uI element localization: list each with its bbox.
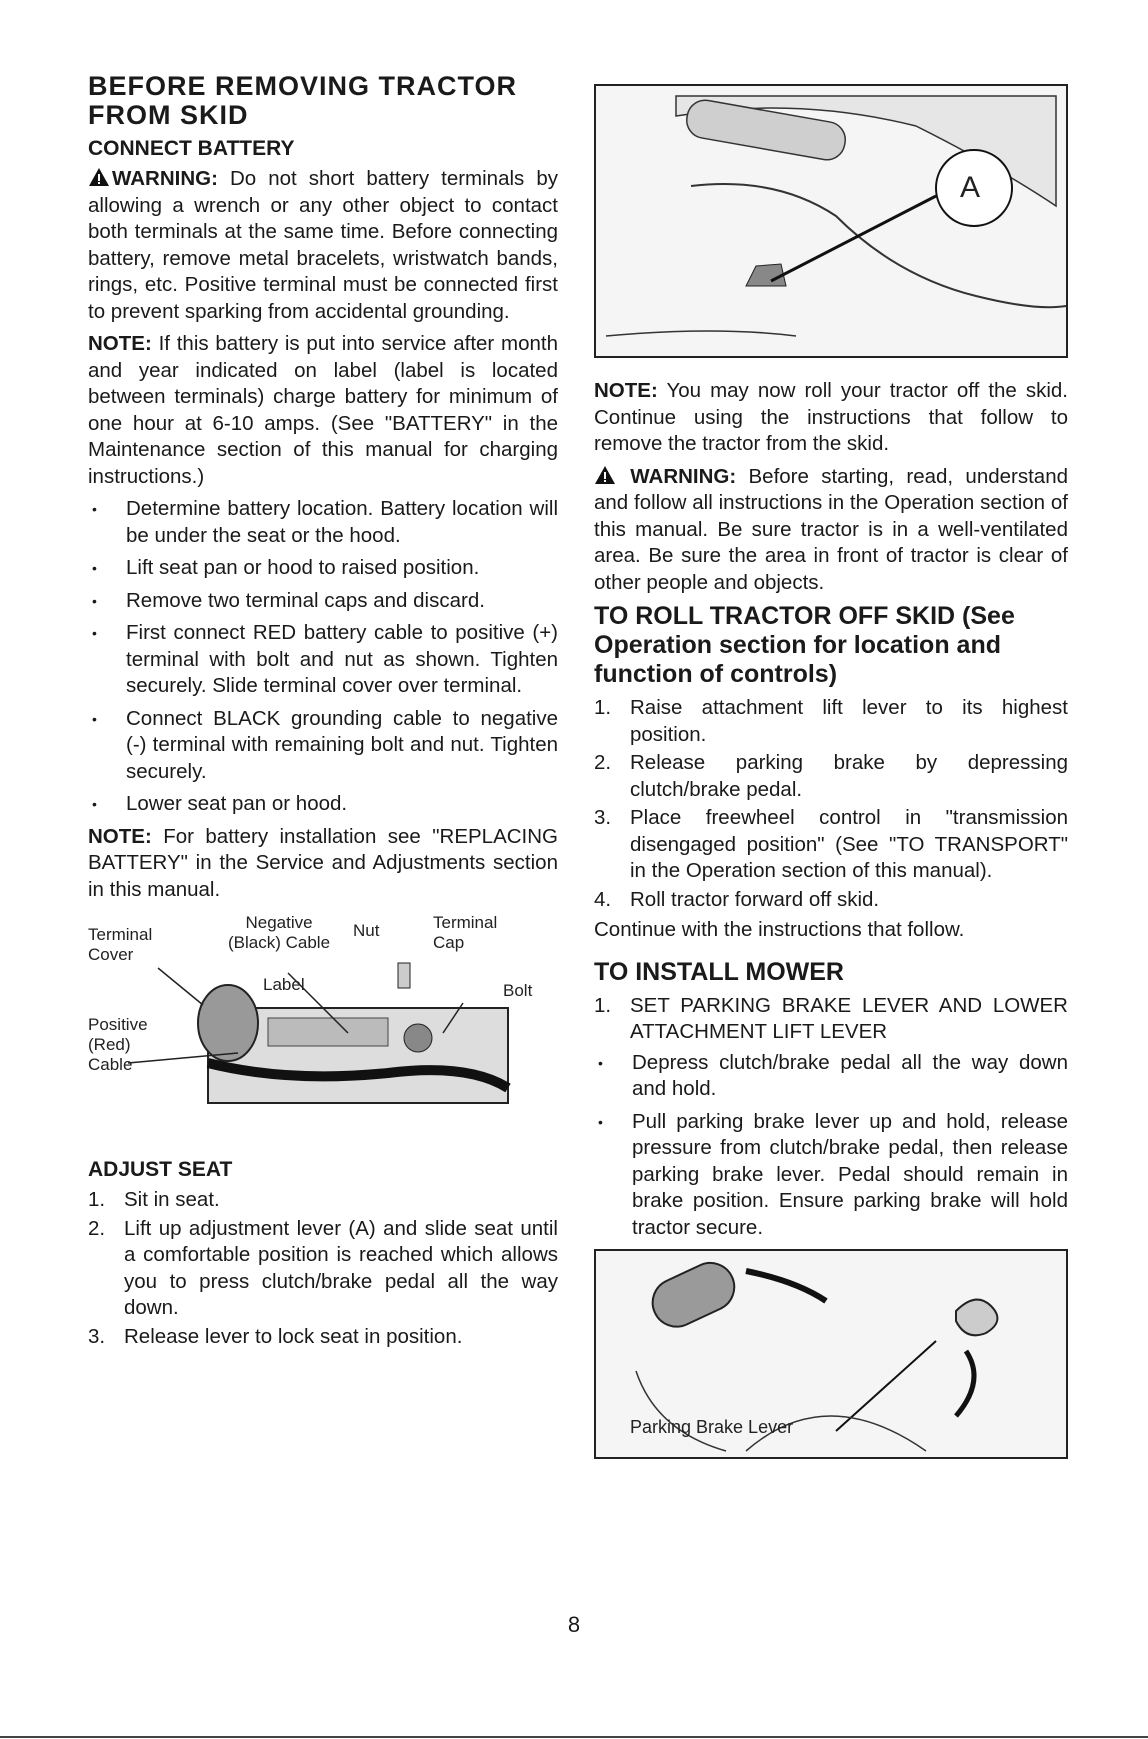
battery-steps-list xyxy=(88,496,558,818)
nut-label: Nut xyxy=(353,921,380,940)
note-label: NOTE: xyxy=(88,824,152,848)
warning-text: Do not short battery terminals by allowing a wrench or any other object to contact both terminals at the same time. Before connecting battery, remove metal bracelets, wristwatch bands, rings, etc. Positive terminal must be connected first to prevent sparking from accidental grounding. xyxy=(88,167,558,323)
list-item: 2. Lift up adjustment lever (A) and slide seat until a comfortable position is reached which allows you to press clutch/brake pedal all the way down. xyxy=(88,1216,558,1319)
seat-illustration xyxy=(596,86,1066,356)
list-item: 4. Roll tractor forward off skid. xyxy=(594,887,880,911)
left-column xyxy=(88,72,558,1354)
list-item: • Lower seat pan or hood. xyxy=(88,791,558,818)
note-label: NOTE: xyxy=(594,379,658,402)
warning-label: WARNING: xyxy=(630,464,737,488)
callout-a: A xyxy=(960,171,981,204)
note-text: You may now roll your tractor off the skid. Continue using the instructions that follow to remove the tractor from the skid. xyxy=(594,379,1068,455)
bolt-label: Bolt xyxy=(503,981,533,1000)
roll-off-steps xyxy=(594,695,1068,913)
parking-brake-figure xyxy=(594,1249,1068,1459)
positive-cable-label: Positive (Red) Cable xyxy=(88,1015,148,1074)
list-item: • Pull parking brake lever up and hold, release pressure from clutch/brake pedal, then release parking brake lever. Pedal should remain in brake position. Ensure parking brake will hold tractor secure. xyxy=(594,1109,1068,1242)
parking-brake-lever-label: Parking Brake Lever xyxy=(630,1417,794,1437)
list-item: • Connect BLACK grounding cable to negative (-) terminal with remaining bolt and nut. Tighten securely. xyxy=(88,706,558,786)
connect-battery-title: CONNECT BATTERY xyxy=(88,137,295,160)
terminal-cover-label: Terminal Cover xyxy=(88,925,153,964)
list-item: • Depress clutch/brake pedal all the way down and hold. xyxy=(594,1050,1068,1103)
adjust-seat-steps xyxy=(88,1187,558,1350)
note-text: For battery installation see "REPLACING BATTERY" in the Service and Adjustments section in this manual. xyxy=(88,824,559,901)
battery-note xyxy=(88,331,558,490)
list-item: • Determine battery location. Battery location will be under the seat or the hood. xyxy=(88,496,558,549)
list-item: 2. Release parking brake by depressing clutch/brake pedal. xyxy=(594,751,1068,801)
list-item: 1. SET PARKING BRAKE LEVER AND LOWER ATTACHMENT LIFT LEVER xyxy=(594,993,1068,1043)
page-number: 8 xyxy=(567,1612,581,1637)
terminal-cap-label: Terminal Cap xyxy=(433,913,498,952)
warning-triangle-icon xyxy=(88,167,110,187)
install-mower-title: TO INSTALL MOWER xyxy=(594,957,844,986)
skid-note xyxy=(594,378,1068,458)
install-mower-steps xyxy=(594,993,1068,1046)
warning-triangle-icon xyxy=(594,465,616,485)
list-item: • First connect RED battery cable to positive (+) terminal with bolt and nut as shown. Tighten securely. Slide terminal cover over terminal. xyxy=(88,620,558,700)
list-item: 1. Raise attachment lift lever to its highest position. xyxy=(594,696,1068,746)
list-item: 3. Release lever to lock seat in position. xyxy=(88,1324,463,1348)
adjust-seat-title: ADJUST SEAT xyxy=(88,1158,233,1181)
installation-note xyxy=(88,824,558,904)
battery-figure xyxy=(88,913,558,1143)
continue-text: Continue with the instructions that follow. xyxy=(594,918,965,941)
battery-warning xyxy=(88,166,558,325)
bottom-rule xyxy=(0,1736,1148,1738)
warning-text: Before starting, read, understand and follow all instructions in the Operation section of this manual. Be sure tractor is in a well-ventilated area. Be sure the area in front of tractor is clear of other people and objects. xyxy=(594,464,1068,594)
right-column xyxy=(594,84,1068,1459)
label-label: Label xyxy=(263,975,305,994)
negative-cable-label: Negative (Black) Cable xyxy=(228,913,331,952)
section-heading: BEFORE REMOVING TRACTOR FROM SKID xyxy=(88,71,518,130)
note-label: NOTE: xyxy=(88,332,152,355)
warning-label: WARNING: xyxy=(112,167,218,190)
list-item: • Lift seat pan or hood to raised position. xyxy=(88,555,558,582)
note-text: If this battery is put into service after month and year indicated on label (label is located between terminals) charge battery for minimum of one hour at 6-10 amps. (See "BATTERY" in the Maintenance section of this manual for charging instructions.) xyxy=(88,332,558,488)
roll-off-title: TO ROLL TRACTOR OFF SKID (See Operation section for location and function of controls) xyxy=(594,602,1015,688)
install-mower-bullets xyxy=(594,1050,1068,1242)
operation-warning xyxy=(594,464,1068,597)
list-item: • Remove two terminal caps and discard. xyxy=(88,588,558,615)
list-item: 3. Place freewheel control in "transmission disengaged position" (See "TO TRANSPORT" in the Operation section of this manual). xyxy=(594,806,1068,882)
list-item: 1. Sit in seat. xyxy=(88,1188,220,1211)
seat-figure xyxy=(594,84,1068,358)
